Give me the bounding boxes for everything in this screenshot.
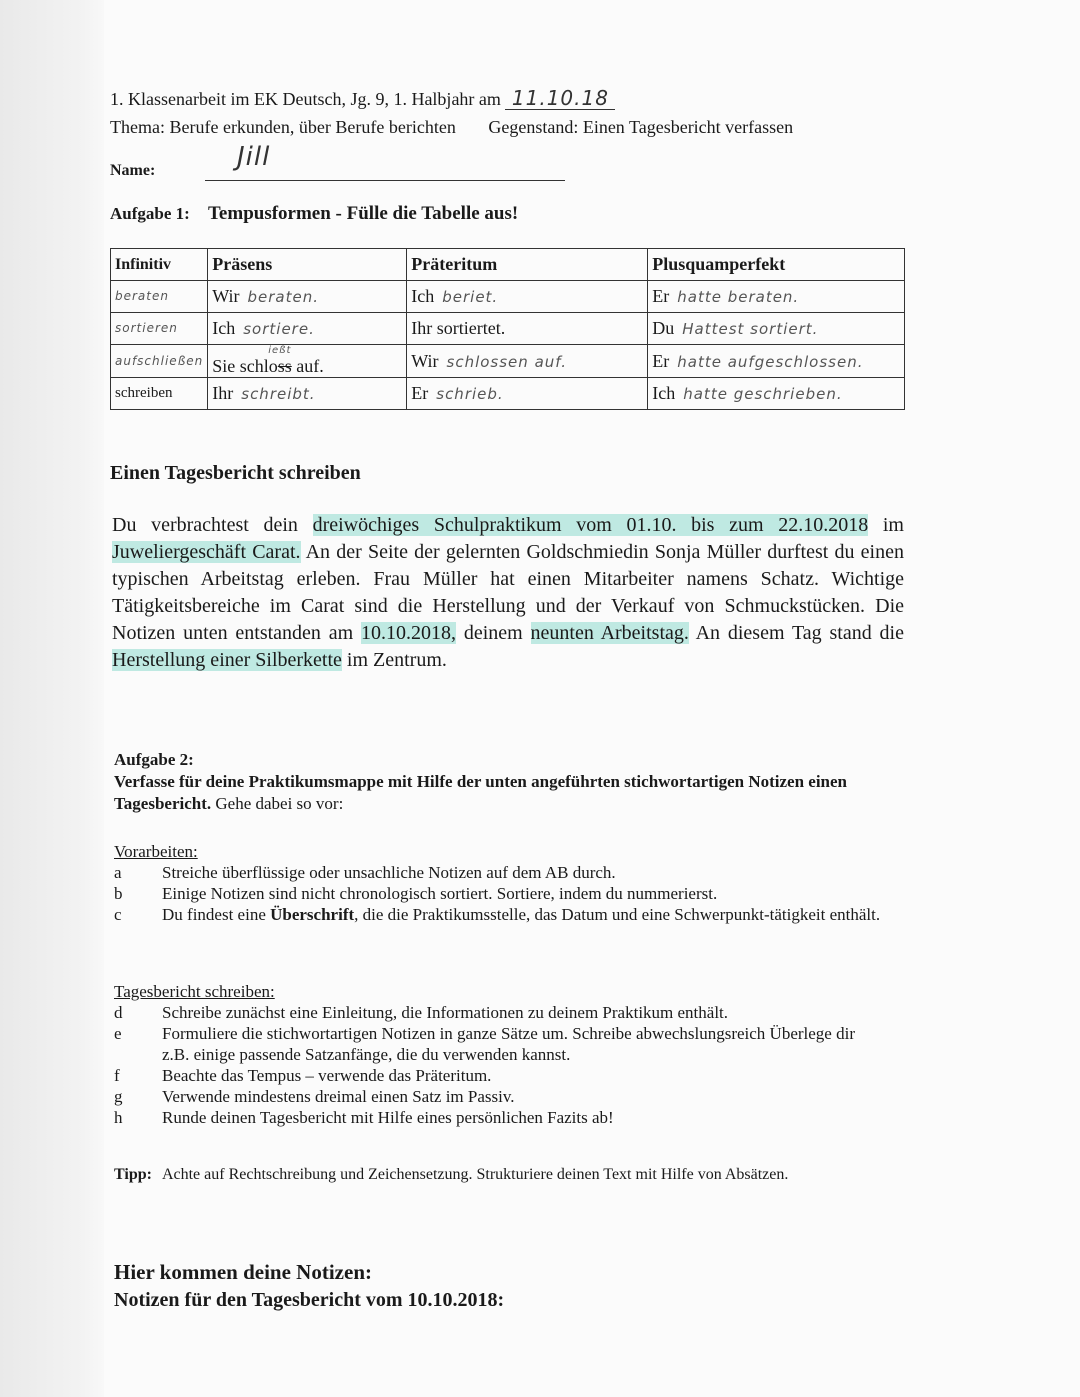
tipp-text: Achte auf Rechtschreibung und Zeichensetzung. Strukturiere deinen Text mit Hilfe von Absätzen. xyxy=(161,1166,789,1183)
name-field xyxy=(205,140,565,181)
item-letter: b xyxy=(114,884,123,903)
text: An der Seite der gelernten Goldschmiedin Sonja Müller durftest du einen typischen Arbeitstag erleben. Frau Müller hat einen Mitarbeiter namens Schatz. Wichtige Tätigkeitsbereiche im Carat sind die Herstellung und der Verkauf von Schmuckstücken. Die Notizen unten entstanden am xyxy=(112,541,904,644)
item-letter: d xyxy=(114,1003,123,1022)
printed-text: Ich xyxy=(652,383,676,403)
highlighted-text: 10.10.2018, xyxy=(361,622,457,644)
item-text: Einige Notizen sind nicht chronologisch sortiert. Sortiere, indem du nummerierst. xyxy=(162,884,718,903)
task2-intro xyxy=(114,771,874,815)
table-cell xyxy=(208,281,407,313)
item-text: Schreibe zunächst eine Einleitung, die Informationen zu deinem Praktikum enthält. xyxy=(162,1003,729,1022)
handwritten-answer: hatte beraten. xyxy=(677,288,800,306)
section-title: Einen Tagesbericht schreiben xyxy=(110,462,361,484)
table-cell xyxy=(407,281,648,313)
tipp-label: Tipp: xyxy=(114,1166,152,1183)
notes-subtitle: Notizen für den Tagesbericht vom 10.10.2018: xyxy=(114,1289,505,1311)
list-item xyxy=(114,1002,894,1023)
handwritten-answer: hatte geschrieben. xyxy=(683,385,843,403)
table-cell xyxy=(407,313,648,345)
task2-instruction-rest: Gehe dabei so vor: xyxy=(211,794,344,813)
highlighted-text: neunten Arbeitstag. xyxy=(530,622,689,644)
vorarbeiten-title: Vorarbeiten: xyxy=(114,842,198,861)
tagesbericht-title: Tagesbericht schreiben: xyxy=(114,982,275,1001)
handwritten-answer: sortiere. xyxy=(243,320,315,338)
highlighted-text: Juweliergeschäft Carat. xyxy=(112,541,301,563)
header-praeteritum: Präteritum xyxy=(407,249,648,281)
vorarbeiten-section xyxy=(114,842,894,925)
task2-label: Aufgabe 2: xyxy=(114,750,194,769)
header-line2 xyxy=(110,116,870,138)
header-plusquamperfekt: Plusquamperfekt xyxy=(648,249,905,281)
item-letter: g xyxy=(114,1087,123,1106)
name-value: Jill xyxy=(237,142,271,172)
scan-edge xyxy=(0,0,104,1397)
list-item xyxy=(114,1086,894,1107)
item-text: Runde deinen Tagesbericht mit Hilfe eines persönlichen Fazits ab! xyxy=(162,1108,614,1127)
table-cell xyxy=(111,281,208,313)
header-infinitiv: Infinitiv xyxy=(111,249,208,281)
handwritten-answer: beraten. xyxy=(247,288,320,306)
item-text: Formuliere die stichwortartigen Notizen in ganze Sätze um. Schreibe abwechslungsreich Überlege dir z.B. einige passende Satzanfänge, die du verwenden kannst. xyxy=(162,1024,855,1064)
task2-instruction: Verfasse für deine Praktikumsmappe mit Hilfe der unten angeführten stichwortartigen Notizen einen Tagesbericht. xyxy=(114,772,847,813)
table-cell xyxy=(111,378,208,410)
printed-text: Ihr sortiertet. xyxy=(411,318,506,338)
text: , die die Praktikumsstelle, das Datum und eine Schwerpunkt-tätigkeit enthält. xyxy=(354,905,881,924)
table-cell xyxy=(648,313,905,345)
gegenstand: Gegenstand: Einen Tagesbericht verfassen xyxy=(488,117,794,137)
thema: Thema: Berufe erkunden, über Berufe berichten xyxy=(110,117,456,137)
printed-text: Ich xyxy=(411,286,435,306)
tagesbericht-section xyxy=(114,982,894,1128)
handwritten-answer: beraten xyxy=(115,289,169,303)
item-text xyxy=(162,904,882,925)
printed-text: Er xyxy=(411,383,429,403)
task1-label: Aufgabe 1: xyxy=(110,204,190,223)
printed-text: Sie schloss auf. xyxy=(212,356,324,376)
item-letter: f xyxy=(114,1066,120,1085)
handwritten-answer: beriet. xyxy=(442,288,499,306)
task1-title: Tempusformen - Fülle die Tabelle aus! xyxy=(208,203,519,224)
handwritten-answer: hatte aufgeschlossen. xyxy=(677,352,864,371)
text-bold: Überschrift xyxy=(270,905,355,924)
text: Du verbrachtest dein xyxy=(112,514,313,536)
intro-paragraph xyxy=(112,512,904,674)
table-row xyxy=(111,281,905,313)
item-text: Beachte das Tempus – verwende das Präteritum. xyxy=(162,1066,492,1085)
list-item xyxy=(114,1107,894,1128)
list-item xyxy=(114,1023,894,1065)
text: im xyxy=(868,514,904,536)
table-row xyxy=(111,345,905,378)
handwritten-answer: schreibt. xyxy=(241,385,316,403)
name-label: Name: xyxy=(110,162,156,179)
table-cell xyxy=(208,378,407,410)
table-cell xyxy=(208,313,407,345)
item-text: Verwende mindestens dreimal einen Satz im Passiv. xyxy=(162,1087,515,1106)
printed-text: Ich xyxy=(212,318,236,338)
printed-text: Wir xyxy=(212,286,240,306)
exam-title: 1. Klassenarbeit im EK Deutsch, Jg. 9, 1. Halbjahr am xyxy=(110,89,501,109)
handwritten-answer: Hattest sortiert. xyxy=(682,320,819,338)
table-row xyxy=(111,378,905,410)
text: im Zentrum. xyxy=(341,649,447,671)
table-cell xyxy=(648,345,905,378)
header-line1 xyxy=(110,86,615,112)
text: deinem xyxy=(456,622,531,644)
item-letter: h xyxy=(114,1108,123,1127)
list-item xyxy=(114,904,894,925)
table-cell xyxy=(648,378,905,410)
text: An diesem Tag stand die xyxy=(688,622,904,644)
table-cell xyxy=(111,345,208,378)
header-praesens: Präsens xyxy=(208,249,407,281)
table-cell xyxy=(407,345,648,378)
tagesbericht-list xyxy=(114,1002,894,1128)
item-letter: e xyxy=(114,1024,122,1043)
handwritten-answer: sortieren xyxy=(115,321,178,335)
list-item xyxy=(114,862,894,883)
list-item xyxy=(114,1065,894,1086)
table-row xyxy=(111,313,905,345)
tense-table xyxy=(110,248,905,410)
handwritten-correction: ießt xyxy=(268,345,292,356)
table-header-row xyxy=(111,249,905,281)
handwritten-answer: schlossen auf. xyxy=(446,352,568,371)
printed-text: Wir xyxy=(411,350,439,371)
item-text: Streiche überflüssige oder unsachliche Notizen auf dem AB durch. xyxy=(162,863,616,882)
handwritten-answer: aufschließen xyxy=(115,353,204,368)
printed-text: Er xyxy=(652,286,670,306)
text: Du findest eine xyxy=(162,905,271,924)
highlighted-text: Herstellung einer Silberkette xyxy=(112,649,342,671)
printed-text: Du xyxy=(652,318,675,338)
table-cell xyxy=(111,313,208,345)
notes-title: Hier kommen deine Notizen: xyxy=(114,1260,372,1284)
printed-text: schreiben xyxy=(115,385,173,401)
highlighted-text: dreiwöchiges Schulpraktikum vom 01.10. bis zum 22.10.2018 xyxy=(312,514,869,536)
item-letter: c xyxy=(114,905,122,924)
list-item xyxy=(114,883,894,904)
handwritten-answer: schrieb. xyxy=(436,385,504,403)
exam-date: 11.10.18 xyxy=(505,87,615,110)
table-cell xyxy=(208,345,407,378)
table-cell xyxy=(648,281,905,313)
item-letter: a xyxy=(114,863,122,882)
tipp xyxy=(114,1166,788,1184)
table-cell xyxy=(407,378,648,410)
printed-text: Er xyxy=(652,350,670,371)
printed-text: Ihr xyxy=(212,383,234,403)
